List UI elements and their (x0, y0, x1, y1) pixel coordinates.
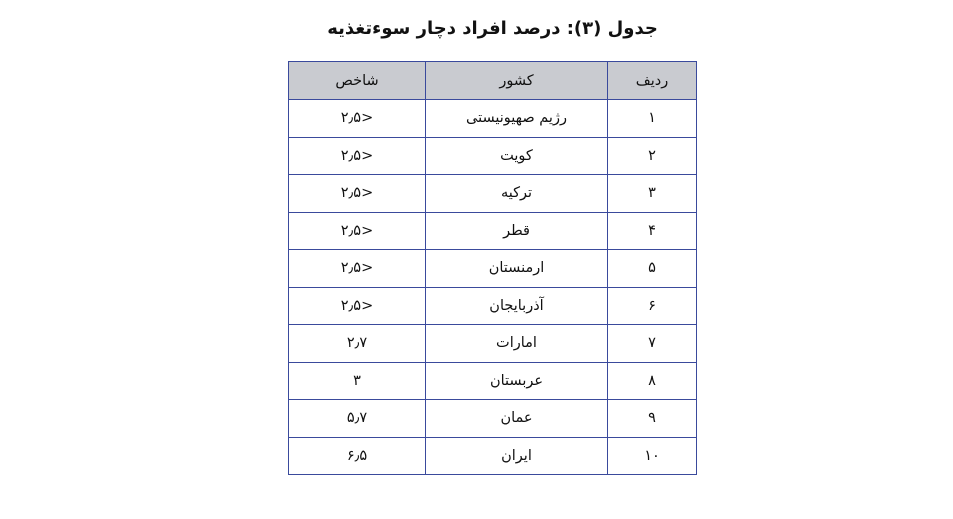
cell-index: ۲٫۷ (289, 325, 426, 363)
cell-country: ارمنستان (426, 250, 608, 288)
table-header-row (289, 62, 697, 100)
cell-rank: ۲ (608, 137, 697, 175)
cell-country: رژیم صهیونیستی (426, 100, 608, 138)
header-country: کشور (426, 62, 608, 100)
cell-rank: ۹ (608, 400, 697, 438)
cell-rank: ۸ (608, 362, 697, 400)
table-row (289, 400, 697, 438)
cell-index: <۲٫۵ (289, 100, 426, 138)
table-row (289, 437, 697, 475)
malnutrition-table (288, 61, 697, 475)
cell-rank: ۴ (608, 212, 697, 250)
table-row (289, 100, 697, 138)
cell-index: <۲٫۵ (289, 250, 426, 288)
cell-country: کویت (426, 137, 608, 175)
cell-index: <۲٫۵ (289, 175, 426, 213)
cell-index: <۲٫۵ (289, 287, 426, 325)
table-row (289, 287, 697, 325)
cell-country: امارات (426, 325, 608, 363)
cell-rank: ۶ (608, 287, 697, 325)
cell-country: ترکیه (426, 175, 608, 213)
cell-country: عمان (426, 400, 608, 438)
cell-rank: ۳ (608, 175, 697, 213)
table-row (289, 137, 697, 175)
header-index: شاخص (289, 62, 426, 100)
cell-rank: ۵ (608, 250, 697, 288)
table-row (289, 362, 697, 400)
cell-country: قطر (426, 212, 608, 250)
table-row (289, 212, 697, 250)
cell-rank: ۷ (608, 325, 697, 363)
table-row (289, 250, 697, 288)
cell-index: ۶٫۵ (289, 437, 426, 475)
cell-rank: ۱۰ (608, 437, 697, 475)
header-rank: ردیف (608, 62, 697, 100)
cell-index: <۲٫۵ (289, 212, 426, 250)
table-caption: جدول (۳): درصد افراد دچار سوءتغذیه (327, 18, 658, 39)
cell-rank: ۱ (608, 100, 697, 138)
table-row (289, 325, 697, 363)
cell-country: ایران (426, 437, 608, 475)
cell-country: عربستان (426, 362, 608, 400)
table-row (289, 175, 697, 213)
cell-country: آذربایجان (426, 287, 608, 325)
cell-index: ۵٫۷ (289, 400, 426, 438)
cell-index: <۲٫۵ (289, 137, 426, 175)
cell-index: ۳ (289, 362, 426, 400)
